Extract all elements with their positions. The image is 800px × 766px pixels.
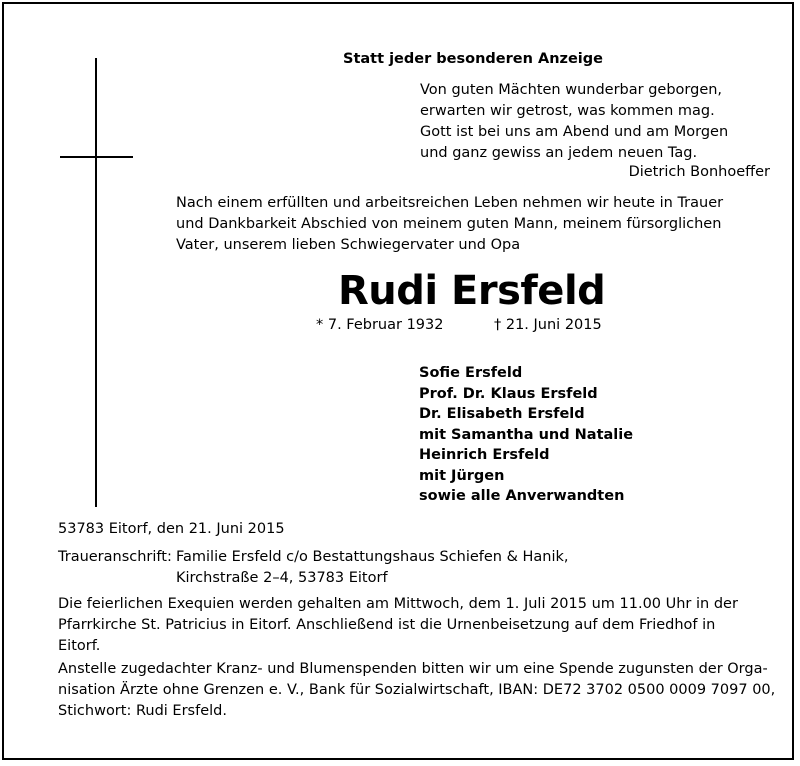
lead-line: Vater, unserem lieben Schwiegervater und Opa bbox=[176, 237, 521, 253]
lead-line: und Dankbarkeit Abschied von meinem guten Mann, meinem fürsorglichen bbox=[176, 216, 722, 232]
lead-text bbox=[176, 193, 723, 256]
mourner: Sofie Ersfeld bbox=[419, 365, 523, 381]
address-label: Traueranschrift: bbox=[58, 549, 172, 565]
donation-paragraph bbox=[58, 659, 775, 722]
lead-line: Nach einem erfüllten und arbeitsreichen Leben nehmen wir heute in Trauer bbox=[176, 195, 724, 211]
donation-line: nisation Ärzte ohne Grenzen e. V., Bank für Sozialwirtschaft, IBAN: DE72 3702 0500 0009 7097 00, bbox=[58, 682, 776, 698]
poem bbox=[420, 80, 728, 164]
mourner: Prof. Dr. Klaus Ersfeld bbox=[419, 385, 598, 402]
deceased-name: Rudi Ersfeld bbox=[338, 268, 606, 314]
birth-date: * 7. Februar 1932 bbox=[316, 317, 444, 333]
poem-author: Dietrich Bonhoeffer bbox=[628, 164, 770, 180]
cross-icon bbox=[95, 58, 97, 507]
poem-line: erwarten wir getrost, was kommen mag. bbox=[420, 103, 715, 119]
mourners-list bbox=[419, 363, 633, 507]
address-line: Familie Ersfeld c/o Bestattungshaus Schiefen & Hanik, bbox=[176, 549, 569, 565]
mourner: mit Jürgen bbox=[419, 467, 505, 484]
intro-heading: Statt jeder besonderen Anzeige bbox=[343, 51, 603, 67]
mourner: Dr. Elisabeth Ersfeld bbox=[419, 406, 585, 422]
service-line: Pfarrkirche St. Patricius in Eitorf. Anschließend ist die Urnenbeisetzung auf dem Friedhof in bbox=[58, 617, 716, 633]
service-line: Eitorf. bbox=[58, 638, 101, 654]
mourner: sowie alle Anverwandten bbox=[419, 488, 625, 504]
service-paragraph bbox=[58, 594, 738, 657]
cross-icon-crossbar bbox=[60, 156, 133, 158]
poem-line: und ganz gewiss an jedem neuen Tag. bbox=[420, 145, 698, 161]
place-date: 53783 Eitorf, den 21. Juni 2015 bbox=[58, 521, 285, 537]
mourner: Heinrich Ersfeld bbox=[419, 447, 550, 463]
donation-line: Anstelle zugedachter Kranz- und Blumenspenden bitten wir um eine Spende zugunsten der Orga- bbox=[58, 661, 768, 677]
death-date: † 21. Juni 2015 bbox=[494, 317, 602, 333]
service-line: Die feierlichen Exequien werden gehalten am Mittwoch, dem 1. Juli 2015 um 11.00 Uhr in der bbox=[58, 596, 738, 612]
mourner: mit Samantha und Natalie bbox=[419, 426, 634, 443]
donation-line: Stichwort: Rudi Ersfeld. bbox=[58, 703, 227, 719]
address-line: Kirchstraße 2–4, 53783 Eitorf bbox=[176, 570, 388, 586]
poem-line: Gott ist bei uns am Abend und am Morgen bbox=[420, 124, 729, 140]
poem-line: Von guten Mächten wunderbar geborgen, bbox=[420, 82, 723, 98]
